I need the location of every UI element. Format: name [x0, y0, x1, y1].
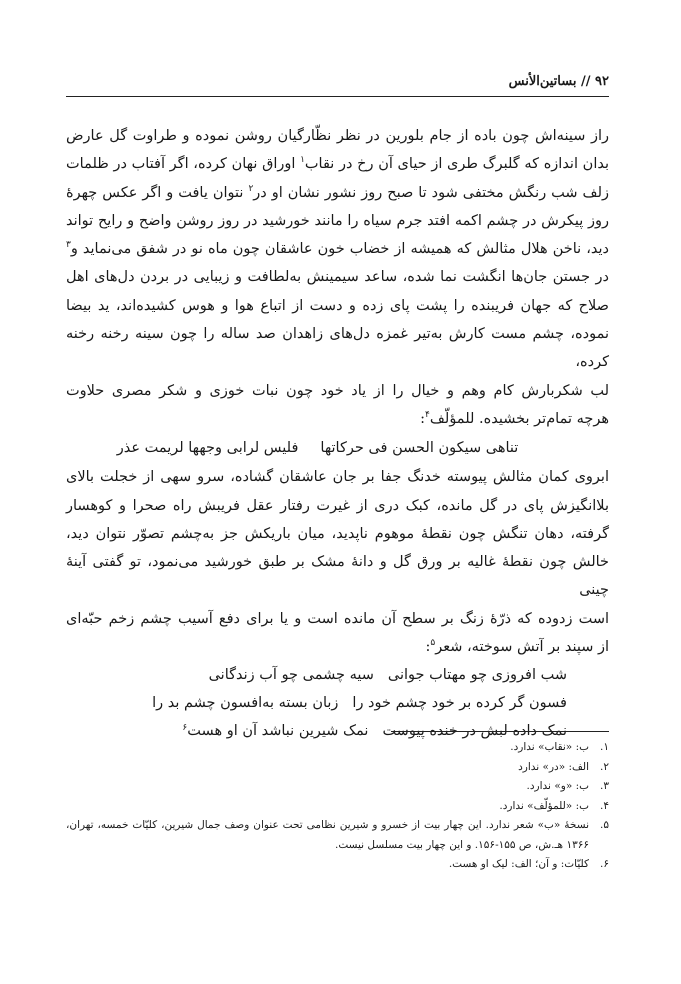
footnote-marker: ۴: [425, 410, 430, 421]
poem-hemistich: نمک شیرین نباشد آن او هست۶: [182, 722, 369, 740]
footnote-text: الف: «در» ندارد: [518, 760, 589, 773]
persian-poem: [66, 661, 609, 745]
footnote-text: نسخهٔ «ب» شعر ندارد. این چهار بیت از خسرو و شیرین نظامی تحت عنوان وصف جمال شیرین، کلیّات خمسه، تهران، ۱۳۶۶ هـ.ش، ص ۱۵۵-۱۵۶. و این چهار بیت مسلسل نیست.: [66, 819, 589, 851]
poem-couplet: [66, 661, 609, 689]
footnote-number: ۲.: [600, 760, 609, 773]
footnote-rule: [391, 731, 609, 732]
poem-hemistich: نمک داده لبش در خنده پیوست: [382, 723, 567, 740]
paragraph-line: صلاح که جهان فریبنده را پشت پای زده و دست از اتباع هوا و هوس کشیده‌اند، ید بیضا: [66, 297, 609, 314]
paragraph-line: نموده، چشم مست کارش به‌تیر غمزه دل‌های زاهدان صد ساله را چون سینه رخنه رخنه کرده،: [66, 326, 609, 371]
verse-hemistich: تناهی سیکون الحسن فی حرکاتها: [320, 440, 519, 457]
paragraph-line: روز پیکرش در چشم اکمه افتد جرم سیاه را مانند خورشید در روز روشن واضح و رایح تواند: [66, 212, 609, 229]
footnote-marker: ۳: [66, 240, 71, 251]
main-text: [66, 122, 609, 745]
footnote: [66, 777, 609, 797]
footnote-number: ۱.: [600, 741, 609, 753]
paragraph-line: خالش چون نقطهٔ غالیه بر ورق گل و دانهٔ مشک بر طبق خورشید می‌نمود، تو گفتی آینهٔ چینی: [66, 554, 609, 599]
verse-hemistich: فلیس لرابی وجهها لریمت عذر: [116, 440, 299, 457]
footnote-number: ۴.: [600, 799, 609, 812]
footnote: [66, 797, 609, 817]
footnote: [66, 855, 609, 875]
paragraph-line: بلاانگیزش پای در گل مانده، کبک دری از غیرت رفتار عقل فریبش راه صحرا و کوهسار: [66, 497, 609, 514]
paragraph-line: راز سینه‌اش چون باده از جام بلورین در نظر نظّارگیان روشن نموده و طراوت گل عارض: [66, 128, 609, 144]
running-header: ۹۲ // بساتین‌الأنس: [508, 74, 609, 89]
poem-couplet: [66, 689, 609, 717]
footnote-text: کلیّات: و آن؛ الف: لیک او هست.: [448, 858, 589, 870]
footnotes: [66, 738, 609, 875]
footnote-marker: ۱: [300, 155, 305, 166]
footnote-number: ۳.: [600, 780, 609, 792]
paragraph-line: از سپند بر آتش سوخته، شعر$^۵$:: [425, 638, 609, 656]
paragraph-line: گرفته، دهان تنگش چون نقطهٔ موهوم ناپدید، میان باریکش جز به‌چشم تصوّر نتوان دید،: [66, 525, 609, 542]
footnote-text: ب: «للمؤلّف» ندارد.: [499, 799, 589, 812]
poem-hemistich: فسون گر کرده بر خود چشم خود را: [352, 695, 567, 712]
poem-hemistich: زبان بسته به‌افسون چشم بد را: [152, 695, 339, 712]
paragraph-line: است زدوده که ذرّهٔ زنگ بر سطح آن مانده است و یا برای دفع آسیب چشم زخم حبّه‌ای: [66, 610, 609, 627]
paragraph-line: در جستن جان‌ها انگشت نما شده، ساعد سیمینش به‌لطافت و زیبایی در بردن دل‌های اهل: [66, 269, 609, 286]
footnote: [66, 758, 609, 778]
footnote: [66, 738, 609, 758]
footnote: [66, 816, 609, 855]
paragraph-line: دید، ناخن هلال مثالش که همیشه از خضاب خون عاشقان چون ماه نو در شفق می‌نماید و$^۳$: [66, 240, 609, 258]
arabic-verse: [66, 433, 609, 463]
footnote-number: ۶.: [600, 858, 609, 870]
footnote-text: ب: «و» ندارد.: [526, 780, 589, 792]
paragraph-line: زلف شب رنگش مختفی شود تا صبح روز نشور نشان او در$^۲$ نتوان یافت و اگر عکس چهرهٔ: [66, 183, 609, 201]
footnote-number: ۵.: [600, 819, 609, 831]
footnote-marker: ۵: [430, 638, 436, 649]
paragraph-line: لب شکربارش کام وهم و خیال را از یاد خود چون نبات خوزی و شکر مصری حلاوت: [66, 382, 609, 399]
footnote-marker: ۲: [248, 183, 254, 194]
footnote-text: ب: «نقاب» ندارد.: [510, 741, 589, 753]
header-rule: [66, 96, 609, 97]
poem-hemistich: شب افروزی چو مهتاب جوانی: [387, 667, 567, 684]
paragraph-line: بدان اندازه که گلبرگ طری از حیای آن رخ در نقاب$^۱$ اوراق نهان کرده، اگر آفتاب در ظلمات: [66, 155, 609, 173]
poem-hemistich: سیه چشمی چو آب زندگانی: [208, 667, 374, 684]
paragraph-line: هرچه تمام‌تر بخشیده. للمؤلّف$^۴$:: [420, 410, 609, 427]
paragraph-line: ابروی کمان مثالش پیوسته خدنگ جفا بر جان عاشقان گشاده، سرو سهی از خجلت بالای: [66, 469, 609, 486]
